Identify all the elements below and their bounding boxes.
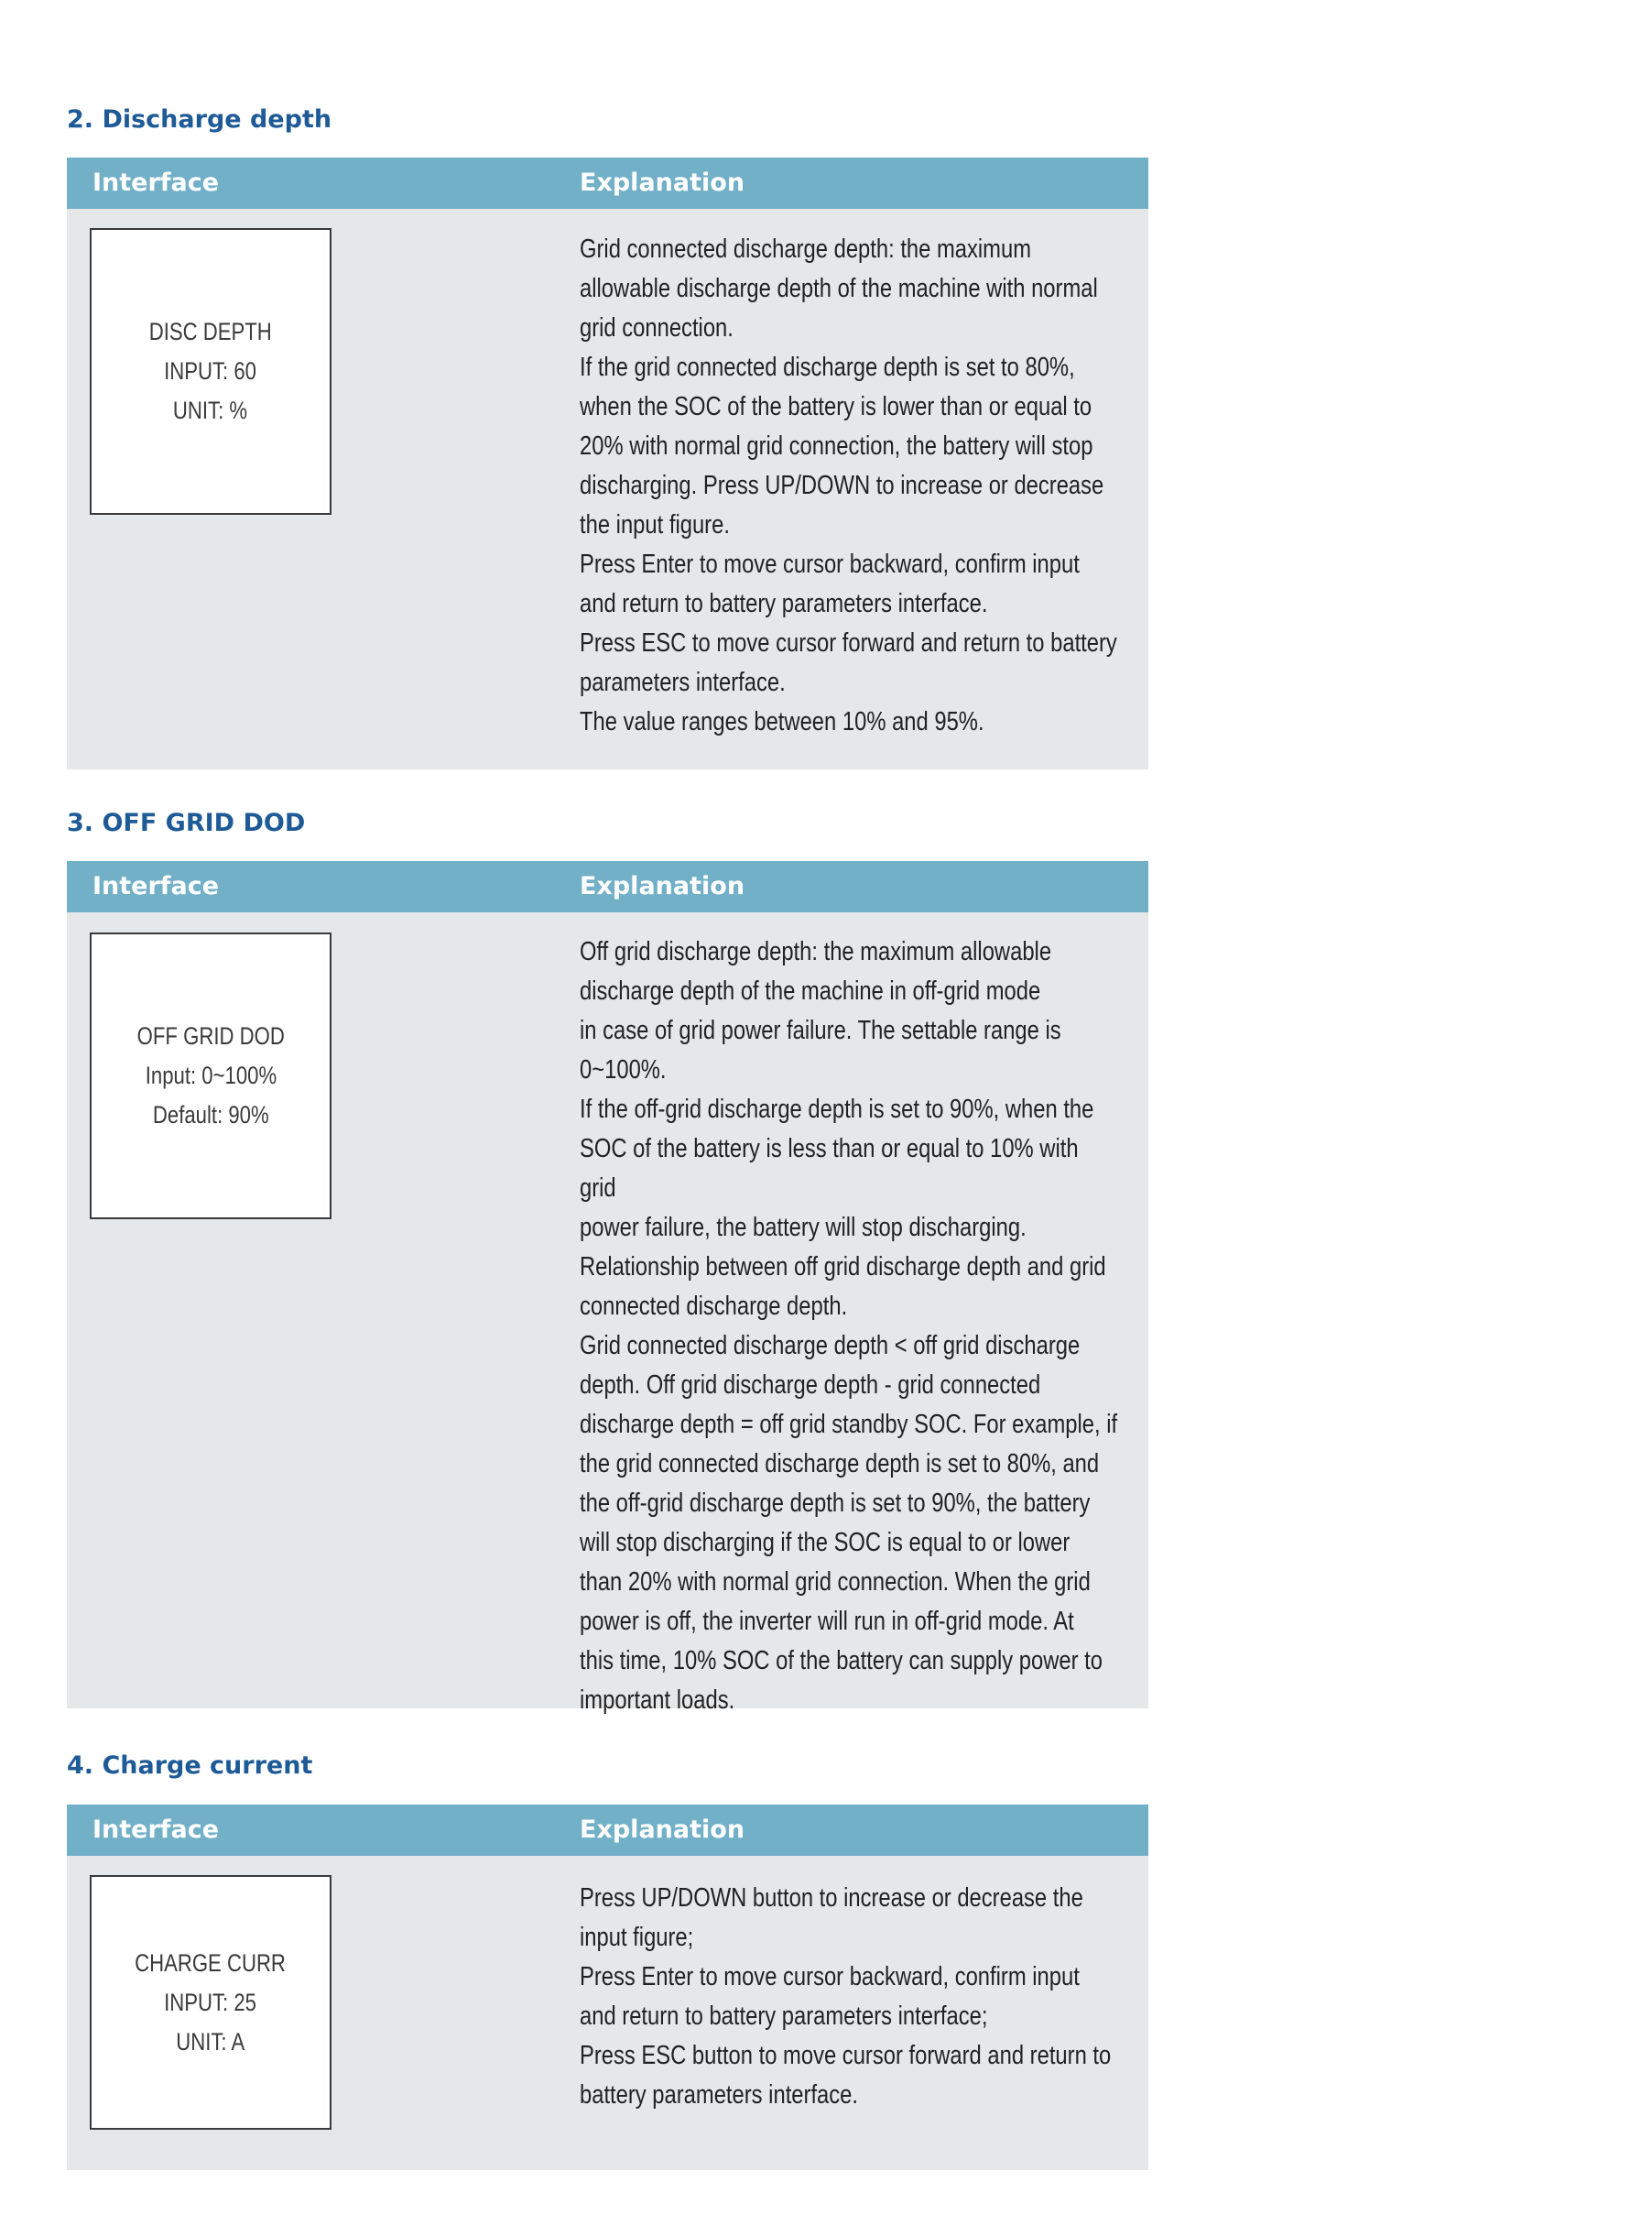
discharge-depth-table	[67, 158, 1148, 769]
explanation-line: and return to battery parameters interface.	[580, 589, 988, 618]
table-header	[67, 861, 1148, 912]
section-title-discharge-depth: 2. Discharge depth	[67, 105, 332, 134]
explanation-line: Press UP/DOWN button to increase or decrease the	[580, 1883, 1083, 1913]
explanation-line: 20% with normal grid connection, the battery will stop	[580, 431, 1093, 461]
screen-line: INPUT: 25	[164, 1988, 257, 2016]
explanation-line: Press Enter to move cursor backward, confirm input	[580, 1962, 1080, 1991]
screen-line: Input: 0~100%	[145, 1062, 277, 1089]
explanation-text	[580, 1879, 1120, 2115]
explanation-line: input figure;	[580, 1923, 694, 1952]
explanation-line: will stop discharging if the SOC is equal to or lower	[580, 1528, 1071, 1557]
charge-current-table	[67, 1805, 1148, 2170]
header-explanation: Explanation	[580, 169, 745, 197]
explanation-line: If the grid connected discharge depth is set to 80%,	[580, 353, 1075, 382]
explanation-line: battery parameters interface.	[580, 2080, 859, 2110]
explanation-line: If the off-grid discharge depth is set to 90%, when the	[580, 1095, 1094, 1124]
screen-line: INPUT: 60	[164, 357, 257, 385]
off-grid-dod-table	[67, 861, 1148, 1715]
explanation-line: 0~100%.	[580, 1055, 667, 1085]
header-explanation: Explanation	[580, 1816, 745, 1844]
screen-line: UNIT: A	[176, 2027, 245, 2056]
explanation-text	[580, 932, 1120, 1720]
screen-line: OFF GRID DOD	[136, 1022, 285, 1050]
header-interface: Interface	[92, 872, 220, 900]
explanation-line: Press Enter to move cursor backward, confirm input	[580, 550, 1080, 579]
display-screen	[90, 932, 331, 1219]
explanation-line: and return to battery parameters interface;	[580, 2001, 988, 2031]
screen-line: DISC DEPTH	[148, 318, 273, 345]
table-header	[67, 158, 1148, 209]
display-screen	[90, 228, 331, 515]
section-title-charge-current: 4. Charge current	[67, 1751, 313, 1780]
explanation-line: Relationship between off grid discharge depth and grid	[580, 1252, 1106, 1282]
explanation-line: Press ESC to move cursor forward and return to battery	[580, 628, 1117, 658]
explanation-line: connected discharge depth.	[580, 1292, 848, 1321]
explanation-line: the grid connected discharge depth is set to 80%, and	[580, 1449, 1100, 1478]
header-explanation: Explanation	[580, 872, 745, 900]
explanation-line: discharge depth = off grid standby SOC. For example, if	[580, 1410, 1118, 1439]
table-header	[67, 1805, 1148, 1856]
explanation-line: Grid connected discharge depth: the maximum	[580, 234, 1032, 264]
explanation-line: power failure, the battery will stop discharging.	[580, 1213, 1027, 1242]
explanation-line: when the SOC of the battery is lower than or equal to	[580, 392, 1092, 421]
explanation-line: the off-grid discharge depth is set to 90%, the battery	[580, 1489, 1091, 1518]
explanation-line: the input figure.	[580, 510, 730, 540]
screen-line: UNIT: %	[173, 397, 248, 424]
explanation-line: grid connection.	[580, 313, 734, 343]
explanation-line: this time, 10% SOC of the battery can supply power to	[580, 1646, 1103, 1675]
header-interface: Interface	[92, 169, 220, 197]
explanation-line: in case of grid power failure. The settable range is	[580, 1016, 1061, 1045]
section-title-off-grid-dod: 3. OFF GRID DOD	[67, 809, 306, 837]
explanation-line: power is off, the inverter will run in off-grid mode. At	[580, 1607, 1074, 1636]
explanation-line: important loads.	[580, 1685, 735, 1715]
header-interface: Interface	[92, 1816, 220, 1844]
screen-line: Default: 90%	[152, 1101, 269, 1129]
explanation-line: discharge depth of the machine in off-grid mode	[580, 976, 1041, 1006]
explanation-line: depth. Off grid discharge depth - grid connected	[580, 1370, 1041, 1400]
explanation-line: SOC of the battery is less than or equal to 10% with grid	[580, 1134, 1079, 1203]
explanation-line: parameters interface.	[580, 668, 786, 697]
explanation-line: allowable discharge depth of the machine with normal	[580, 274, 1098, 303]
explanation-line: Off grid discharge depth: the maximum allowable	[580, 937, 1052, 966]
display-screen	[90, 1875, 331, 2130]
explanation-line: Press ESC button to move cursor forward and return to	[580, 2041, 1112, 2070]
screen-line: CHARGE CURR	[135, 1948, 287, 1977]
explanation-line: discharging. Press UP/DOWN to increase or decrease	[580, 471, 1104, 500]
explanation-line: The value ranges between 10% and 95%.	[580, 707, 984, 736]
explanation-text	[580, 230, 1120, 742]
explanation-line: than 20% with normal grid connection. When the grid	[580, 1567, 1091, 1597]
explanation-line: Grid connected discharge depth < off grid discharge	[580, 1331, 1081, 1360]
